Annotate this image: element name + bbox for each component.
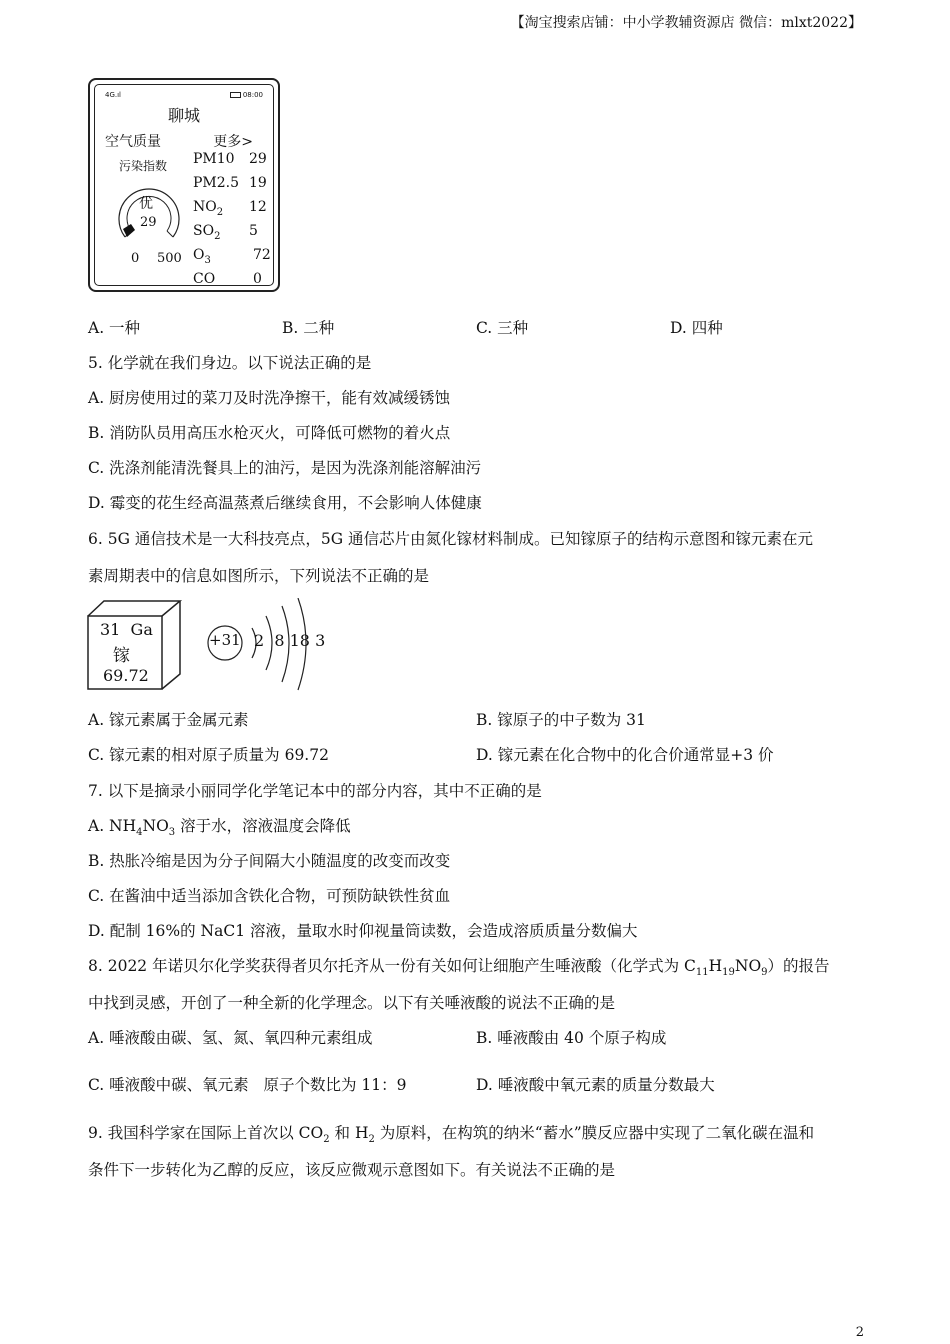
q8-option-a: A. 唾液酸由碳、氢、氮、氧四种元素组成 [88, 1029, 373, 1047]
pollutant-row: $SO_2$ 5 [193, 223, 258, 242]
gauge-min: 0 [131, 251, 140, 266]
q6-stem-line2: 素周期表中的信息如图所示，下列说法不正确的是 [88, 567, 430, 585]
q7-option-d: D. 配制 16%的 NaC1 溶液，量取水时仰视量筒读数，会造成溶质质量分数偏大 [88, 922, 638, 940]
pollution-index-label: 污染指数 [119, 159, 168, 173]
q6-stem-line1: 6. 5G 通信技术是一大科技亮点，5G 通信芯片由氮化镓材料制成。已知镓原子的结构示意图和镓元素在元 [88, 530, 814, 548]
air-quality-label: 空气质量 [105, 134, 161, 150]
gauge-fill [123, 224, 135, 237]
q6-option-a: A. 镓元素属于金属元素 [88, 711, 249, 729]
q5-option-a: A. 厨房使用过的菜刀及时洗净擦干，能有效减缓锈蚀 [88, 389, 451, 407]
gauge-max: 500 [157, 251, 182, 266]
q9-stem-line2: 条件下一步转化为乙醇的反应，该反应微观示意图如下。有关说法不正确的是 [88, 1161, 616, 1179]
pollutant-row: PM2.5 19 [193, 175, 267, 191]
q9-stem-line1: 9. 我国科学家在国际上首次以 $CO_2$ 和 $H_2$ 为原料，在构筑的纳米“蓄水”膜反应器中实现了二氧化碳在温和 [88, 1124, 815, 1146]
q5-option-b: B. 消防队员用高压水枪灭火，可降低可燃物的着火点 [88, 424, 451, 442]
electron-shells: 2 8 18 3 [254, 631, 326, 650]
q8-option-b: B. 唾液酸由 40 个原子构成 [476, 1029, 667, 1047]
q7-option-c: C. 在酱油中适当添加含铁化合物，可预防缺铁性贫血 [88, 887, 451, 905]
q7-stem: 7. 以下是摘录小丽同学化学笔记本中的部分内容，其中不正确的是 [88, 782, 542, 800]
q4-option-a: A. 一种 [88, 319, 141, 337]
q8-stem-line1: 8. 2022 年诺贝尔化学奖获得者贝尔托齐从一份有关如何让细胞产生唾液酸（化学式为 $C_{11}H_{19}NO_9$）的报告 [88, 957, 830, 979]
page-number: 2 [855, 1325, 864, 1340]
element-number-symbol: 31 Ga [100, 620, 153, 639]
q6-option-d: D. 镓元素在化合物中的化合价通常显+3 价 [476, 746, 774, 764]
q8-stem-line2: 中找到灵感，开创了一种全新的化学理念。以下有关唾液酸的说法不正确的是 [88, 994, 616, 1012]
element-name: 镓 [113, 646, 130, 666]
q6-option-c: C. 镓元素的相对原子质量为 69.72 [88, 746, 329, 764]
pollutant-row: CO 0 [193, 271, 262, 287]
aqi-value: 29 [140, 215, 157, 230]
signal-indicator: 4G.ıl [105, 91, 121, 99]
status-time: 08:00 [230, 91, 263, 99]
city-title: 聊城 [167, 106, 200, 125]
aqi-grade: 优 [139, 196, 153, 212]
phone-air-quality-figure [88, 78, 280, 292]
q8-option-c: C. 唾液酸中碳、氧元素 原子个数比为 11：9 [88, 1076, 407, 1094]
battery-icon [230, 92, 241, 98]
q4-option-b: B. 二种 [282, 319, 335, 337]
q5-option-c: C. 洗涤剂能清洗餐具上的油污，是因为洗涤剂能溶解油污 [88, 459, 482, 477]
q7-option-b: B. 热胀冷缩是因为分子间隔大小随温度的改变而改变 [88, 852, 451, 870]
phone-screen [94, 84, 274, 286]
element-mass: 69.72 [103, 666, 149, 685]
q5-option-d: D. 霉变的花生经高温蒸煮后继续食用，不会影响人体健康 [88, 494, 482, 512]
nucleus-charge: +31 [209, 631, 241, 649]
more-link: 更多> [213, 134, 253, 150]
q4-option-d: D. 四种 [670, 319, 723, 337]
q5-stem: 5. 化学就在我们身边。以下说法正确的是 [88, 354, 372, 372]
q6-option-b: B. 镓原子的中子数为 31 [476, 711, 646, 729]
pollutant-row: PM10 29 [193, 151, 267, 167]
page-header: 【淘宝搜索店铺：中小学教辅资源店 微信：mlxt2022】 [510, 15, 862, 31]
q4-option-c: C. 三种 [476, 319, 529, 337]
q7-option-a: A. $NH_4NO_3$ 溶于水，溶液温度会降低 [88, 817, 351, 839]
pollutant-table [193, 151, 273, 295]
pollutant-row: $NO_2$ 12 [193, 199, 267, 218]
q8-option-d: D. 唾液酸中氧元素的质量分数最大 [476, 1076, 715, 1094]
pollutant-row: $O_3$ 72 [193, 247, 271, 266]
